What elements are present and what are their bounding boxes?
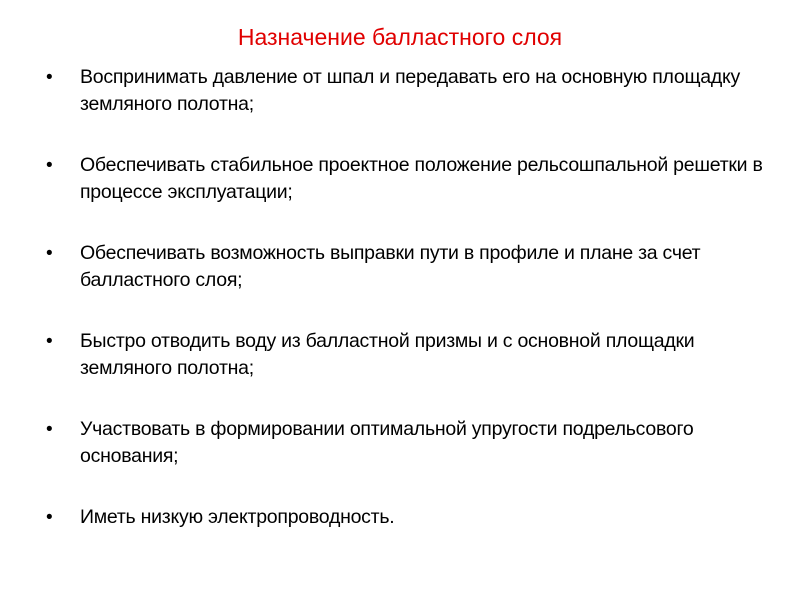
bullet-marker: •: [46, 331, 53, 352]
bullet-item-drainage: [0, 328, 800, 382]
bullet-text: Обеспечивать возможность выправки пути в профиле и плане за счет балластного слоя;: [80, 242, 701, 291]
bullet-item-load-transfer: [0, 64, 800, 118]
bullet-text: Быстро отводить воду из балластной призмы и с основной площадки земляного полотна;: [80, 330, 695, 379]
bullet-text: Иметь низкую электропроводность.: [80, 506, 395, 528]
bullet-list: [0, 64, 800, 531]
bullet-text: Обеспечивать стабильное проектное положение рельсошпальной решетки в процессе эксплуатации;: [80, 154, 763, 203]
bullet-marker: •: [46, 507, 53, 528]
bullet-text: Воспринимать давление от шпал и передавать его на основную площадку земляного полотна;: [80, 66, 741, 115]
slide-title: Назначение балластного слоя: [237, 24, 563, 50]
bullet-item-elasticity: [0, 416, 800, 470]
bullet-marker: •: [46, 155, 53, 176]
bullet-marker: •: [46, 67, 53, 88]
bullet-item-low-conductivity: [0, 504, 800, 531]
bullet-item-track-alignment: [0, 240, 800, 294]
bullet-item-stable-position: [0, 152, 800, 206]
bullet-marker: •: [46, 243, 53, 264]
bullet-text: Участвовать в формировании оптимальной упругости подрельсового основания;: [80, 418, 694, 467]
bullet-marker: •: [46, 419, 53, 440]
